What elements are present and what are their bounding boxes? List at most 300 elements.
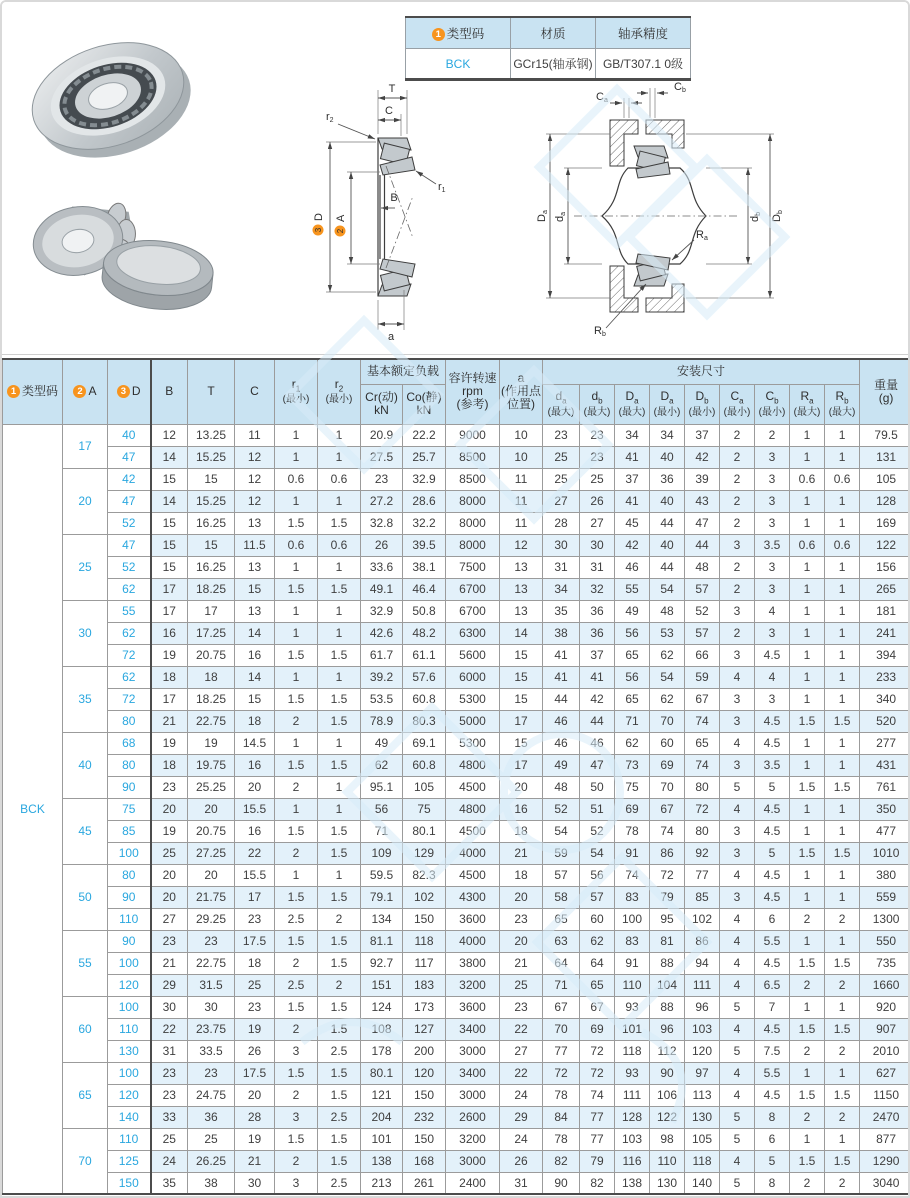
cell: 4 (755, 666, 790, 688)
cell-d-value[interactable]: 100 (108, 952, 151, 974)
cell-d-value[interactable]: 85 (108, 820, 151, 842)
cell: 91 (615, 952, 650, 974)
dim-label-C: C (385, 105, 393, 117)
cell: 1 (825, 578, 860, 600)
cell: 13 (500, 578, 543, 600)
cell: 106 (650, 1084, 685, 1106)
cell: 1 (825, 1128, 860, 1150)
cell: 3 (720, 710, 755, 732)
cell: 34 (543, 578, 580, 600)
cell: 1.5 (790, 1018, 825, 1040)
cell-d-value[interactable]: 80 (108, 710, 151, 732)
table-row (3, 644, 910, 666)
cell: 151 (361, 974, 403, 996)
cell: 16 (235, 820, 275, 842)
table-row (3, 446, 910, 468)
cell: 81.1 (361, 930, 403, 952)
cell: 138 (361, 1150, 403, 1172)
cell: 761 (860, 776, 910, 798)
cell: 1 (790, 1128, 825, 1150)
cell: 26 (235, 1040, 275, 1062)
cell: 6 (755, 1128, 790, 1150)
cell-a-value[interactable]: 25 (63, 534, 108, 600)
cell-a-value[interactable]: 65 (63, 1062, 108, 1128)
cell: 1.5 (318, 644, 361, 666)
cell: 1300 (860, 908, 910, 930)
cell: 83 (615, 930, 650, 952)
cell: 17 (188, 600, 235, 622)
cell: 14 (500, 622, 543, 644)
cell: 65 (615, 644, 650, 666)
cell: 50.8 (403, 600, 446, 622)
cell: 79.1 (361, 886, 403, 908)
cell: 75 (615, 776, 650, 798)
cell: 118 (403, 930, 446, 952)
cell: 44 (543, 688, 580, 710)
cell-d-value[interactable]: 52 (108, 556, 151, 578)
cell: 2 (720, 622, 755, 644)
cell: 77 (580, 1128, 615, 1150)
cell: 72 (543, 1062, 580, 1084)
cell: 33.5 (188, 1040, 235, 1062)
cell-d-value[interactable]: 90 (108, 930, 151, 952)
cell-d-value[interactable]: 120 (108, 1084, 151, 1106)
col-header-cr: Cr(动) kN (361, 384, 403, 424)
cell: 1 (318, 666, 361, 688)
cell: 32.2 (403, 512, 446, 534)
cell: 36 (188, 1106, 235, 1128)
col-header-r2: $r_2$ (最小) (318, 359, 361, 424)
cell: 2 (275, 776, 318, 798)
cell: 46 (615, 556, 650, 578)
cell: 1 (275, 446, 318, 468)
cell: 92.7 (361, 952, 403, 974)
cell: 12 (151, 424, 188, 446)
cell: 6700 (446, 600, 500, 622)
cell: 97 (685, 1062, 720, 1084)
cell: 4000 (446, 842, 500, 864)
cell: 117 (403, 952, 446, 974)
cell: 1 (790, 754, 825, 776)
cell-d-value[interactable]: 55 (108, 600, 151, 622)
cell: 62 (615, 732, 650, 754)
cell: 93 (615, 996, 650, 1018)
info-value-material: GCr15(轴承钢) (511, 49, 596, 80)
table-row (3, 798, 910, 820)
cell-d-value[interactable]: 90 (108, 886, 151, 908)
cell: 82.3 (403, 864, 446, 886)
col-header-mount-Ra: $R_a$ (最大) (790, 384, 825, 424)
cell: 1.5 (275, 688, 318, 710)
cell: 1.5 (318, 578, 361, 600)
cell: 1 (318, 732, 361, 754)
cell: 3800 (446, 952, 500, 974)
cell-a-value[interactable]: 35 (63, 666, 108, 732)
cell: 45 (615, 512, 650, 534)
cell: 79 (650, 886, 685, 908)
col-header-type: 1 类型码 (3, 359, 63, 424)
cell: 34 (650, 424, 685, 446)
cell: 54 (580, 842, 615, 864)
cell-d-value[interactable]: 72 (108, 644, 151, 666)
header-row-groups (3, 359, 910, 384)
cell: 54 (650, 578, 685, 600)
cell-d-value[interactable]: 130 (108, 1040, 151, 1062)
cell: 64 (543, 952, 580, 974)
cell: 21 (500, 952, 543, 974)
cell: 3 (755, 512, 790, 534)
cell: 1.5 (318, 1018, 361, 1040)
cell: 77 (580, 1106, 615, 1128)
cell: 1 (790, 732, 825, 754)
cell: 27 (500, 1040, 543, 1062)
cell: 2 (720, 490, 755, 512)
cell: 1 (790, 556, 825, 578)
cell: 920 (860, 996, 910, 1018)
cell: 2 (275, 710, 318, 732)
cell: 16.25 (188, 556, 235, 578)
cell: 17.5 (235, 1062, 275, 1084)
cell: 59 (685, 666, 720, 688)
cell: 1 (825, 556, 860, 578)
cell-d-value[interactable]: 100 (108, 996, 151, 1018)
cell-a-value[interactable]: 50 (63, 864, 108, 930)
cell: 1 (275, 732, 318, 754)
cell: 4500 (446, 776, 500, 798)
cell: 33 (151, 1106, 188, 1128)
cell-d-value[interactable]: 120 (108, 974, 151, 996)
table-row (3, 776, 910, 798)
cell: 0.6 (790, 468, 825, 490)
cell: 2 (825, 1106, 860, 1128)
cell: 4 (720, 952, 755, 974)
cell: 17.25 (188, 622, 235, 644)
col-header-mount-da: $d_a$ (最大) (543, 384, 580, 424)
cell: 5.5 (755, 1062, 790, 1084)
cell: 53 (650, 622, 685, 644)
col-header-mount-Da: $D_a$ (最大) (615, 384, 650, 424)
cell: 55 (615, 578, 650, 600)
col-header-speed: 容许转速 rpm (参考) (446, 359, 500, 424)
cell: 20 (151, 886, 188, 908)
cell: 1.5 (790, 710, 825, 732)
cell: 1.5 (275, 930, 318, 952)
cell: 77 (543, 1040, 580, 1062)
cell: 14 (235, 666, 275, 688)
cell: 23 (580, 446, 615, 468)
cell: 11 (235, 424, 275, 446)
cell: 2.5 (318, 1040, 361, 1062)
cell: 17 (151, 578, 188, 600)
dim-label-Ca: Ca (596, 91, 608, 104)
cell-d-value[interactable]: 140 (108, 1106, 151, 1128)
cell-a-value[interactable]: 30 (63, 600, 108, 666)
cell-d-value[interactable]: 80 (108, 864, 151, 886)
cell: 112 (650, 1040, 685, 1062)
cell: 37 (685, 424, 720, 446)
cell: 2 (720, 424, 755, 446)
table-row (3, 1172, 910, 1194)
cell: 1.5 (275, 578, 318, 600)
cell-d-value[interactable]: 72 (108, 688, 151, 710)
cell: 1 (790, 512, 825, 534)
info-value-typecode[interactable]: BCK (406, 49, 511, 80)
cell: 110 (615, 974, 650, 996)
cell: 15 (500, 732, 543, 754)
cell: 140 (685, 1172, 720, 1194)
cell: 4 (720, 732, 755, 754)
cell: 1 (275, 622, 318, 644)
cell: 2 (790, 1172, 825, 1194)
table-row (3, 974, 910, 996)
cell-d-value[interactable]: 80 (108, 754, 151, 776)
cell: 1.5 (318, 886, 361, 908)
cell: 69 (650, 754, 685, 776)
cell-d-value[interactable]: 110 (108, 1018, 151, 1040)
cell-d-value[interactable]: 42 (108, 468, 151, 490)
cell: 111 (685, 974, 720, 996)
cell: 1 (318, 556, 361, 578)
cell: 1 (790, 1062, 825, 1084)
cell-d-value[interactable]: 110 (108, 1128, 151, 1150)
col-header-mount-Cb: $C_b$ (最小) (755, 384, 790, 424)
cell-d-value[interactable]: 40 (108, 424, 151, 446)
col-group-mounting: 安装尺寸 (543, 359, 860, 384)
cell: 78.9 (361, 710, 403, 732)
cell: 48 (543, 776, 580, 798)
dim-label-db-shaft (749, 212, 762, 222)
table-row (3, 556, 910, 578)
cell: 30 (580, 534, 615, 556)
cell-d-value[interactable]: 150 (108, 1172, 151, 1194)
cell-d-value[interactable]: 90 (108, 776, 151, 798)
cell: 80.1 (403, 820, 446, 842)
cell: 3 (275, 1172, 318, 1194)
cell: 19 (235, 1128, 275, 1150)
cell: 24.75 (188, 1084, 235, 1106)
cell: 95 (650, 908, 685, 930)
cell: 24 (500, 1128, 543, 1150)
cell: 2 (275, 842, 318, 864)
cell: 78 (543, 1084, 580, 1106)
table-row (3, 1128, 910, 1150)
col-header-T: T (188, 359, 235, 424)
cell-a-value[interactable]: 40 (63, 732, 108, 798)
table-row (3, 1018, 910, 1040)
cell: 2.5 (275, 974, 318, 996)
svg-text:3: 3 (314, 227, 323, 233)
cell: 5 (720, 996, 755, 1018)
cell-d-value[interactable]: 47 (108, 534, 151, 556)
cell: 25 (543, 468, 580, 490)
cell: 1 (318, 600, 361, 622)
cell-a-value[interactable]: 17 (63, 424, 108, 468)
table-row (3, 578, 910, 600)
cell: 15 (500, 688, 543, 710)
cell: 1 (790, 490, 825, 512)
cell-a-value[interactable]: 60 (63, 996, 108, 1062)
cell: 103 (685, 1018, 720, 1040)
cell: 2 (318, 974, 361, 996)
assembled-bearing-photo (18, 23, 204, 177)
cell: 14.5 (235, 732, 275, 754)
cell-d-value[interactable]: 62 (108, 578, 151, 600)
cell: 118 (685, 1150, 720, 1172)
cell: 2 (825, 1172, 860, 1194)
cell: 1 (790, 600, 825, 622)
cell: 1 (790, 644, 825, 666)
cell: 5.5 (755, 930, 790, 952)
cell: 1.5 (318, 1128, 361, 1150)
cell: 25 (543, 446, 580, 468)
cell-d-value[interactable]: 52 (108, 512, 151, 534)
cell: 3000 (446, 1150, 500, 1172)
cell: 95.1 (361, 776, 403, 798)
cell: 3400 (446, 1062, 500, 1084)
section-diagram (294, 78, 516, 344)
cell: 19 (151, 644, 188, 666)
cell-d-value[interactable]: 47 (108, 490, 151, 512)
cell-d-value[interactable]: 47 (108, 446, 151, 468)
cell: 25 (235, 974, 275, 996)
table-row (3, 864, 910, 886)
cell: 4300 (446, 886, 500, 908)
cell: 56 (615, 622, 650, 644)
cell: 3600 (446, 908, 500, 930)
cell: 26 (500, 1150, 543, 1172)
cell: 1.5 (275, 1062, 318, 1084)
table-row (3, 842, 910, 864)
cell: 4 (755, 600, 790, 622)
cell: 51 (580, 798, 615, 820)
cell: 77 (685, 864, 720, 886)
cell: 86 (650, 842, 685, 864)
cell: 169 (860, 512, 910, 534)
cell: 101 (361, 1128, 403, 1150)
cell: 200 (403, 1040, 446, 1062)
cell: 47 (685, 512, 720, 534)
cell: 15 (235, 688, 275, 710)
cell: 105 (403, 776, 446, 798)
cell: 1 (825, 446, 860, 468)
cell: 46.4 (403, 578, 446, 600)
spec-table-body (3, 424, 910, 1194)
cell: 30 (151, 996, 188, 1018)
cell-d-value[interactable]: 100 (108, 1062, 151, 1084)
cell: 83 (615, 886, 650, 908)
cell: 44 (685, 534, 720, 556)
cell: 16 (235, 754, 275, 776)
cell: 26 (361, 534, 403, 556)
cell: 27 (580, 512, 615, 534)
table-row (3, 1150, 910, 1172)
dim-label-r1: r1 (438, 181, 446, 194)
cell: 1.5 (825, 952, 860, 974)
cell-a-value[interactable]: 45 (63, 798, 108, 864)
cell: 28.6 (403, 490, 446, 512)
dim-label-Cb: Cb (674, 81, 686, 94)
cell-d-value[interactable]: 62 (108, 622, 151, 644)
table-row (3, 424, 910, 446)
cell: 96 (650, 1018, 685, 1040)
cell: 1290 (860, 1150, 910, 1172)
cell: 36 (580, 600, 615, 622)
cell: 65 (615, 688, 650, 710)
cell: 35 (151, 1172, 188, 1194)
cell: 105 (860, 468, 910, 490)
cell: 1 (825, 820, 860, 842)
cell-a-value[interactable]: 55 (63, 930, 108, 996)
cell-typecode[interactable]: BCK (3, 424, 63, 1194)
cell: 1.5 (318, 996, 361, 1018)
cell: 96 (685, 996, 720, 1018)
cell: 10 (500, 446, 543, 468)
product-photo (8, 6, 228, 326)
cell-d-value[interactable]: 68 (108, 732, 151, 754)
cell: 17 (151, 600, 188, 622)
cell: 67 (580, 996, 615, 1018)
cell: 3.5 (755, 754, 790, 776)
cell-d-value[interactable]: 100 (108, 842, 151, 864)
cell: 4800 (446, 754, 500, 776)
cell: 111 (615, 1084, 650, 1106)
cell-a-value[interactable]: 20 (63, 468, 108, 534)
cell: 1 (318, 776, 361, 798)
cell: 74 (685, 754, 720, 776)
cell: 74 (615, 864, 650, 886)
cell: 150 (403, 908, 446, 930)
cell: 178 (361, 1040, 403, 1062)
cell-d-value[interactable]: 125 (108, 1150, 151, 1172)
cell: 2 (720, 446, 755, 468)
table-row (3, 468, 910, 490)
cell: 130 (685, 1106, 720, 1128)
cell-d-value[interactable]: 110 (108, 908, 151, 930)
cell: 8000 (446, 490, 500, 512)
cell: 35 (543, 600, 580, 622)
cell: 1.5 (825, 842, 860, 864)
cell: 13 (235, 512, 275, 534)
cell: 477 (860, 820, 910, 842)
cell: 2 (318, 908, 361, 930)
cell: 39.5 (403, 534, 446, 556)
cell: 49 (615, 600, 650, 622)
cell: 1 (318, 864, 361, 886)
cell-d-value[interactable]: 62 (108, 666, 151, 688)
cell: 15 (151, 534, 188, 556)
cell: 20.75 (188, 644, 235, 666)
cell-d-value[interactable]: 75 (108, 798, 151, 820)
cell: 82 (580, 1172, 615, 1194)
cell: 66 (685, 644, 720, 666)
cell: 2 (755, 424, 790, 446)
cell: 3 (755, 622, 790, 644)
cell: 1 (790, 864, 825, 886)
cell: 4.5 (755, 732, 790, 754)
col-group-basic-load: 基本额定负载 (361, 359, 446, 384)
cell: 65 (580, 974, 615, 996)
cell: 4.5 (755, 864, 790, 886)
cell: 3 (720, 754, 755, 776)
cell: 72 (580, 1040, 615, 1062)
cell: 4 (720, 1084, 755, 1106)
cell: 1 (825, 600, 860, 622)
cell: 79.5 (860, 424, 910, 446)
cell: 1.5 (318, 1062, 361, 1084)
cell-a-value[interactable]: 70 (63, 1128, 108, 1194)
cell: 67 (685, 688, 720, 710)
cell: 5 (755, 842, 790, 864)
